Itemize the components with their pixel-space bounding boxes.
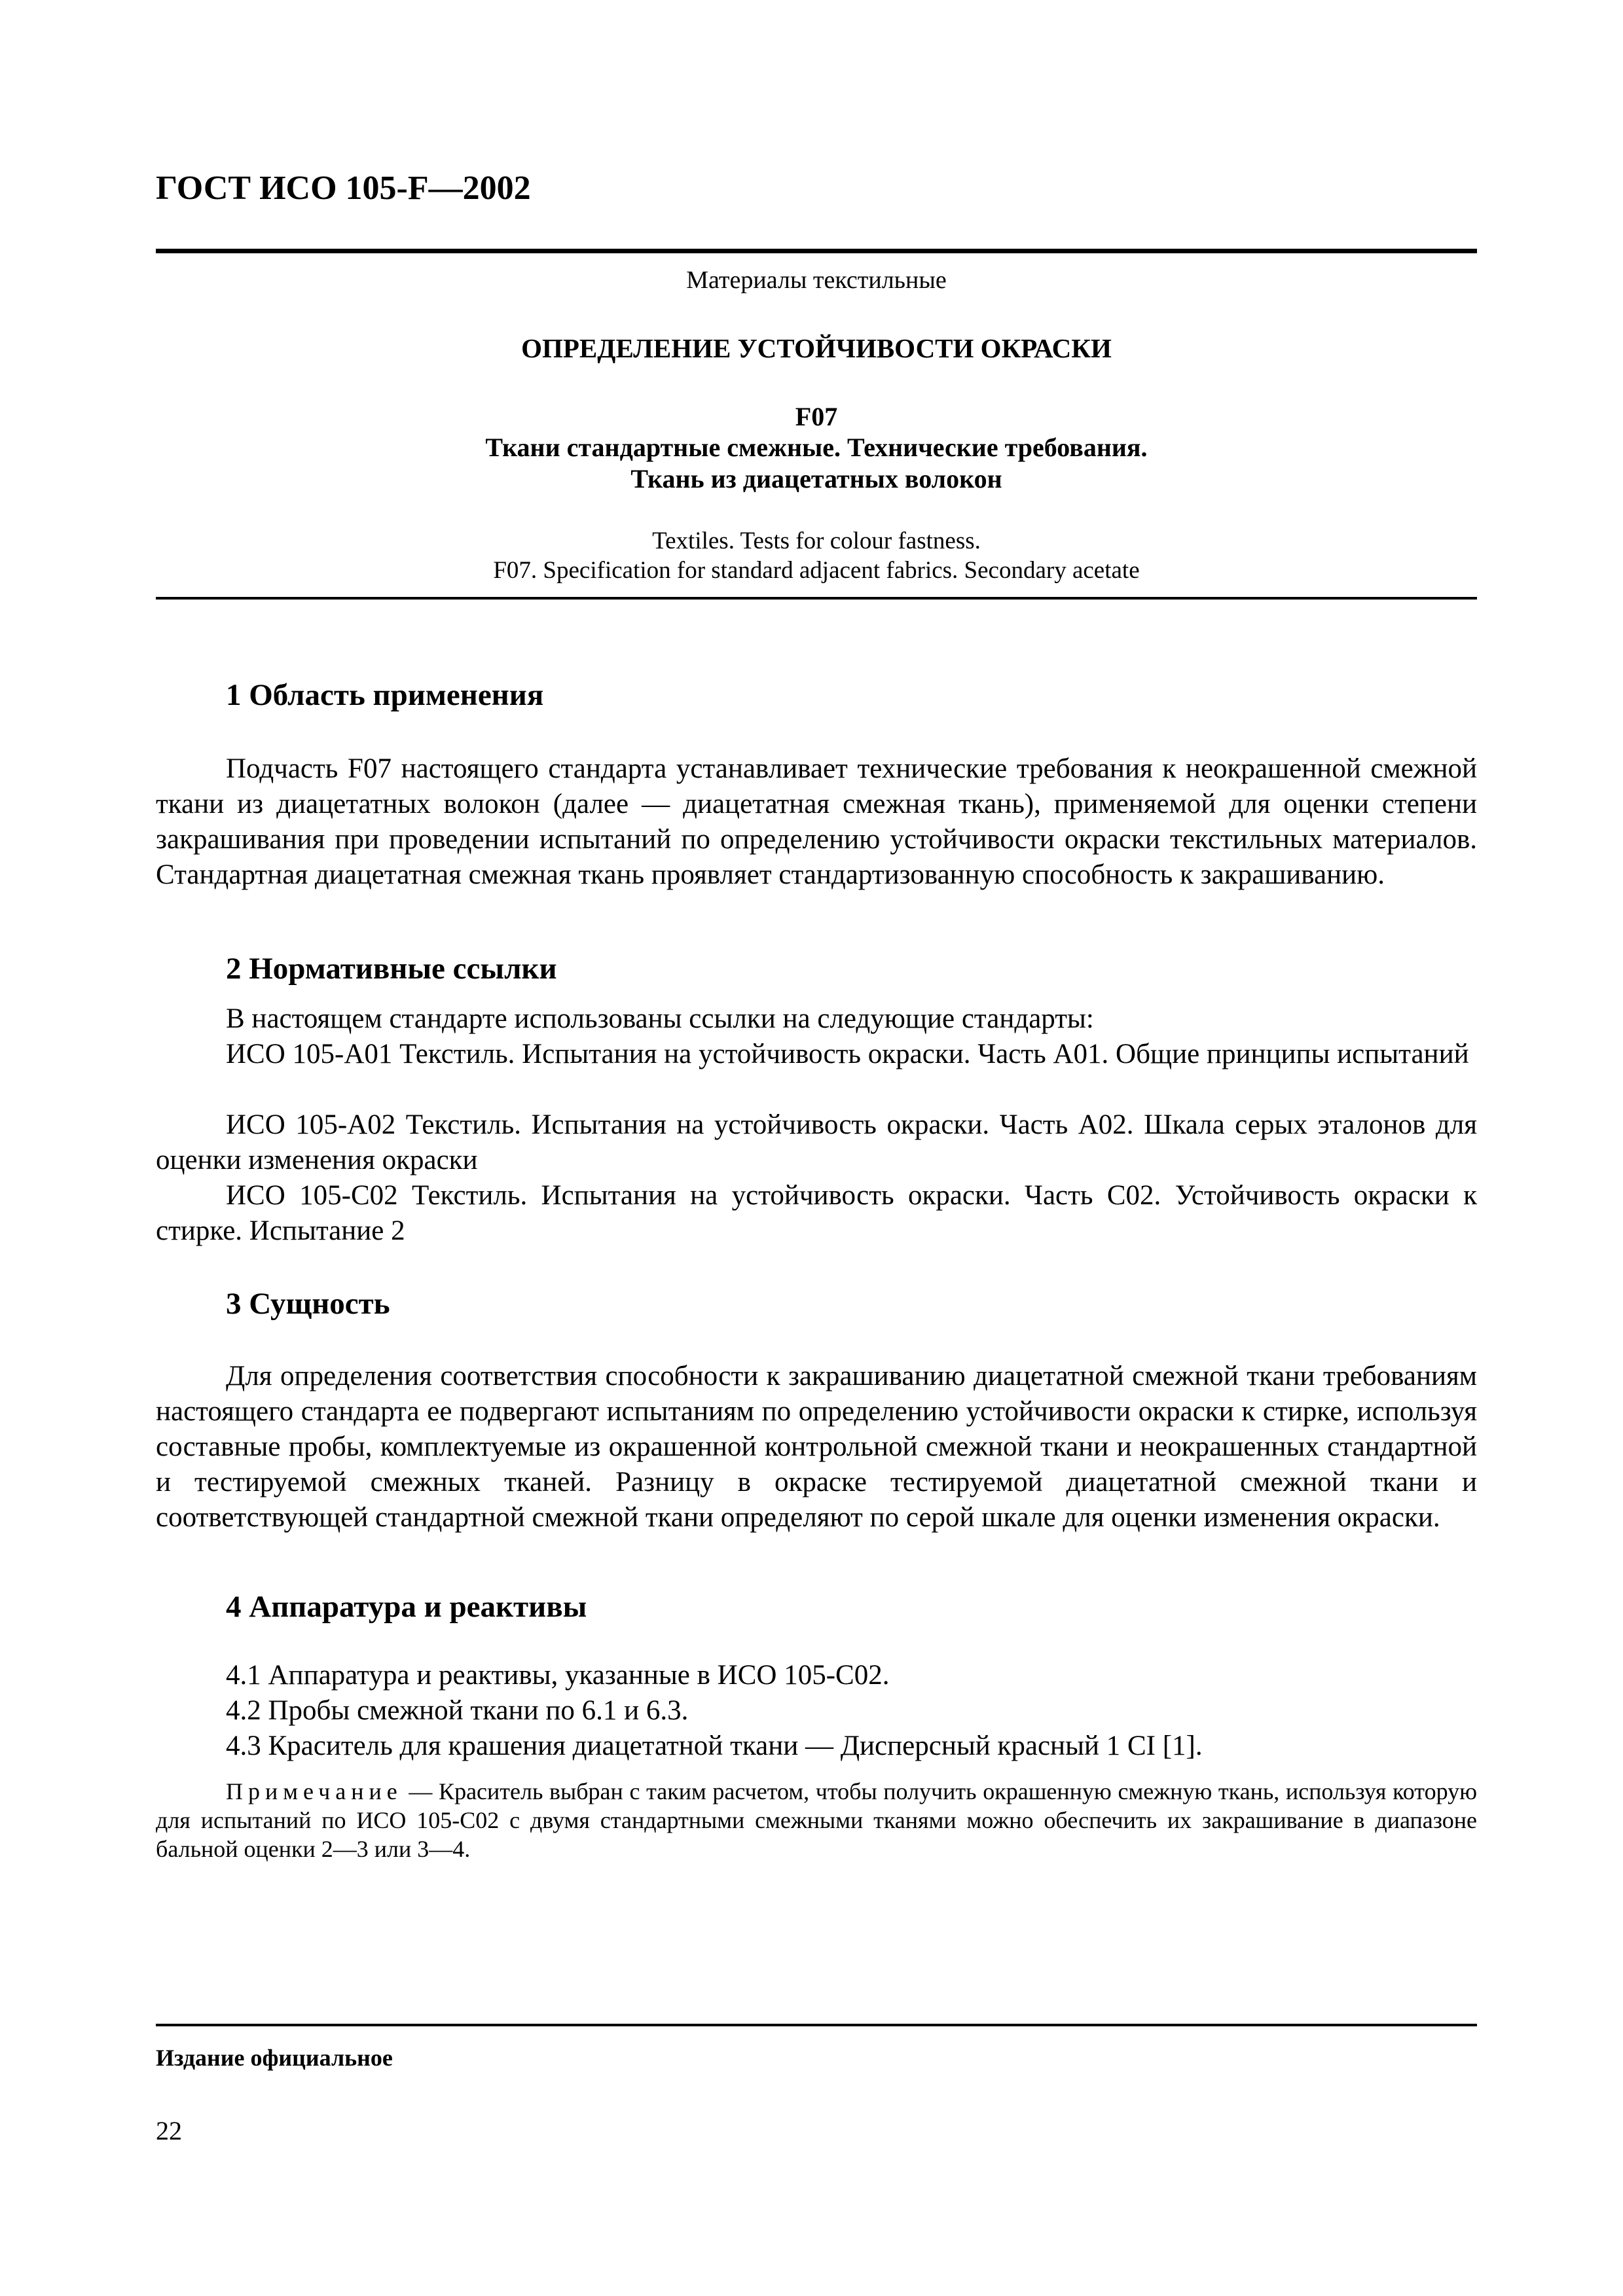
note-paragraph — [156, 1777, 1477, 1863]
section-1-text: Подчасть F07 настоящего стандарта устанавливает технические требования к неокрашенной смежной ткани из диацетатных волокон (далее — диацетатная смежная ткань), применяемой для оценки степени закрашивания при проведении испытаний по определению устойчивости окраски текстильных материалов. Стандартная диацетатная смежная ткань проявляет стандартизованную способность к закрашиванию. — [156, 753, 1477, 890]
standard-main-title: ОПРЕДЕЛЕНИЕ УСТОЙЧИВОСТИ ОКРАСКИ — [521, 333, 1112, 363]
document-code: ГОСТ ИСО 105-F—2002 — [156, 170, 531, 207]
english-title-line-1: Textiles. Tests for colour fastness. — [652, 528, 981, 554]
part-title-line-2: Ткань из диацетатных волокон — [630, 464, 1002, 493]
section-3-text: Для определения соответствия способности к закрашиванию диацетатной смежной ткани требованиям настоящего стандарта ее подвергают испытаниям по определению устойчивости окраски к стирке, используя составные пробы, комплектуемые из окрашенной контрольной смежной ткани и неокрашенных стандартной и тестируемой смежных тканей. Разницу в окраске тестируемой диацетатной смежной ткани и соответствующей стандартной смежной ткани определяют по серой шкале для оценки изменения окраски. — [156, 1361, 1477, 1533]
item-4-2: 4.2 Пробы смежной ткани по 6.1 и 6.3. — [226, 1695, 689, 1726]
section-2-intro: В настоящем стандарте использованы ссылки на следующие стандарты: — [226, 1003, 1094, 1034]
section-1-heading: 1 Область применения — [226, 678, 544, 712]
standard-category: Материалы текстильные — [686, 266, 947, 294]
title-bottom-rule — [156, 597, 1477, 600]
reference-iso-105-a01: ИСО 105-A01 Текстиль. Испытания на устойчивость окраски. Часть A01. Общие принципы испытаний — [226, 1039, 1469, 1069]
item-4-3: 4.3 Краситель для крашения диацетатной ткани — Дисперсный красный 1 CI [1]. — [226, 1731, 1203, 1761]
page-number: 22 — [156, 2116, 182, 2145]
section-3-heading: 3 Сущность — [226, 1287, 390, 1321]
note-text: — Краситель выбран с таким расчетом, чтобы получить окрашенную смежную ткань, используя которую для испытаний по ИСО 105-C02 с двумя стандартными смежными тканями можно обеспечить их закрашивание в диапазоне бальной оценки 2—3 или 3—4. — [156, 1778, 1477, 1862]
edition-label: Издание официальное — [156, 2045, 393, 2071]
section-4-heading: 4 Аппаратура и реактивы — [226, 1590, 587, 1624]
section-2-heading: 2 Нормативные ссылки — [226, 952, 557, 986]
top-rule — [156, 249, 1477, 253]
part-code: F07 — [795, 402, 838, 431]
footer-rule — [156, 2024, 1477, 2026]
note-label: Примечание — [226, 1778, 403, 1804]
item-4-1: 4.1 Аппаратура и реактивы, указанные в ИСО 105-C02. — [226, 1660, 890, 1691]
part-title-line-1: Ткани стандартные смежные. Технические требования. — [485, 433, 1148, 462]
reference-iso-105-a02: ИСО 105-A02 Текстиль. Испытания на устойчивость окраски. Часть A02. Шкала серых эталонов для оценки изменения окраски — [156, 1109, 1477, 1175]
english-title-line-2: F07. Specification for standard adjacent fabrics. Secondary acetate — [493, 557, 1140, 584]
reference-iso-105-c02: ИСО 105-C02 Текстиль. Испытания на устойчивость окраски. Часть C02. Устойчивость окраски к стирке. Испытание 2 — [156, 1180, 1477, 1246]
